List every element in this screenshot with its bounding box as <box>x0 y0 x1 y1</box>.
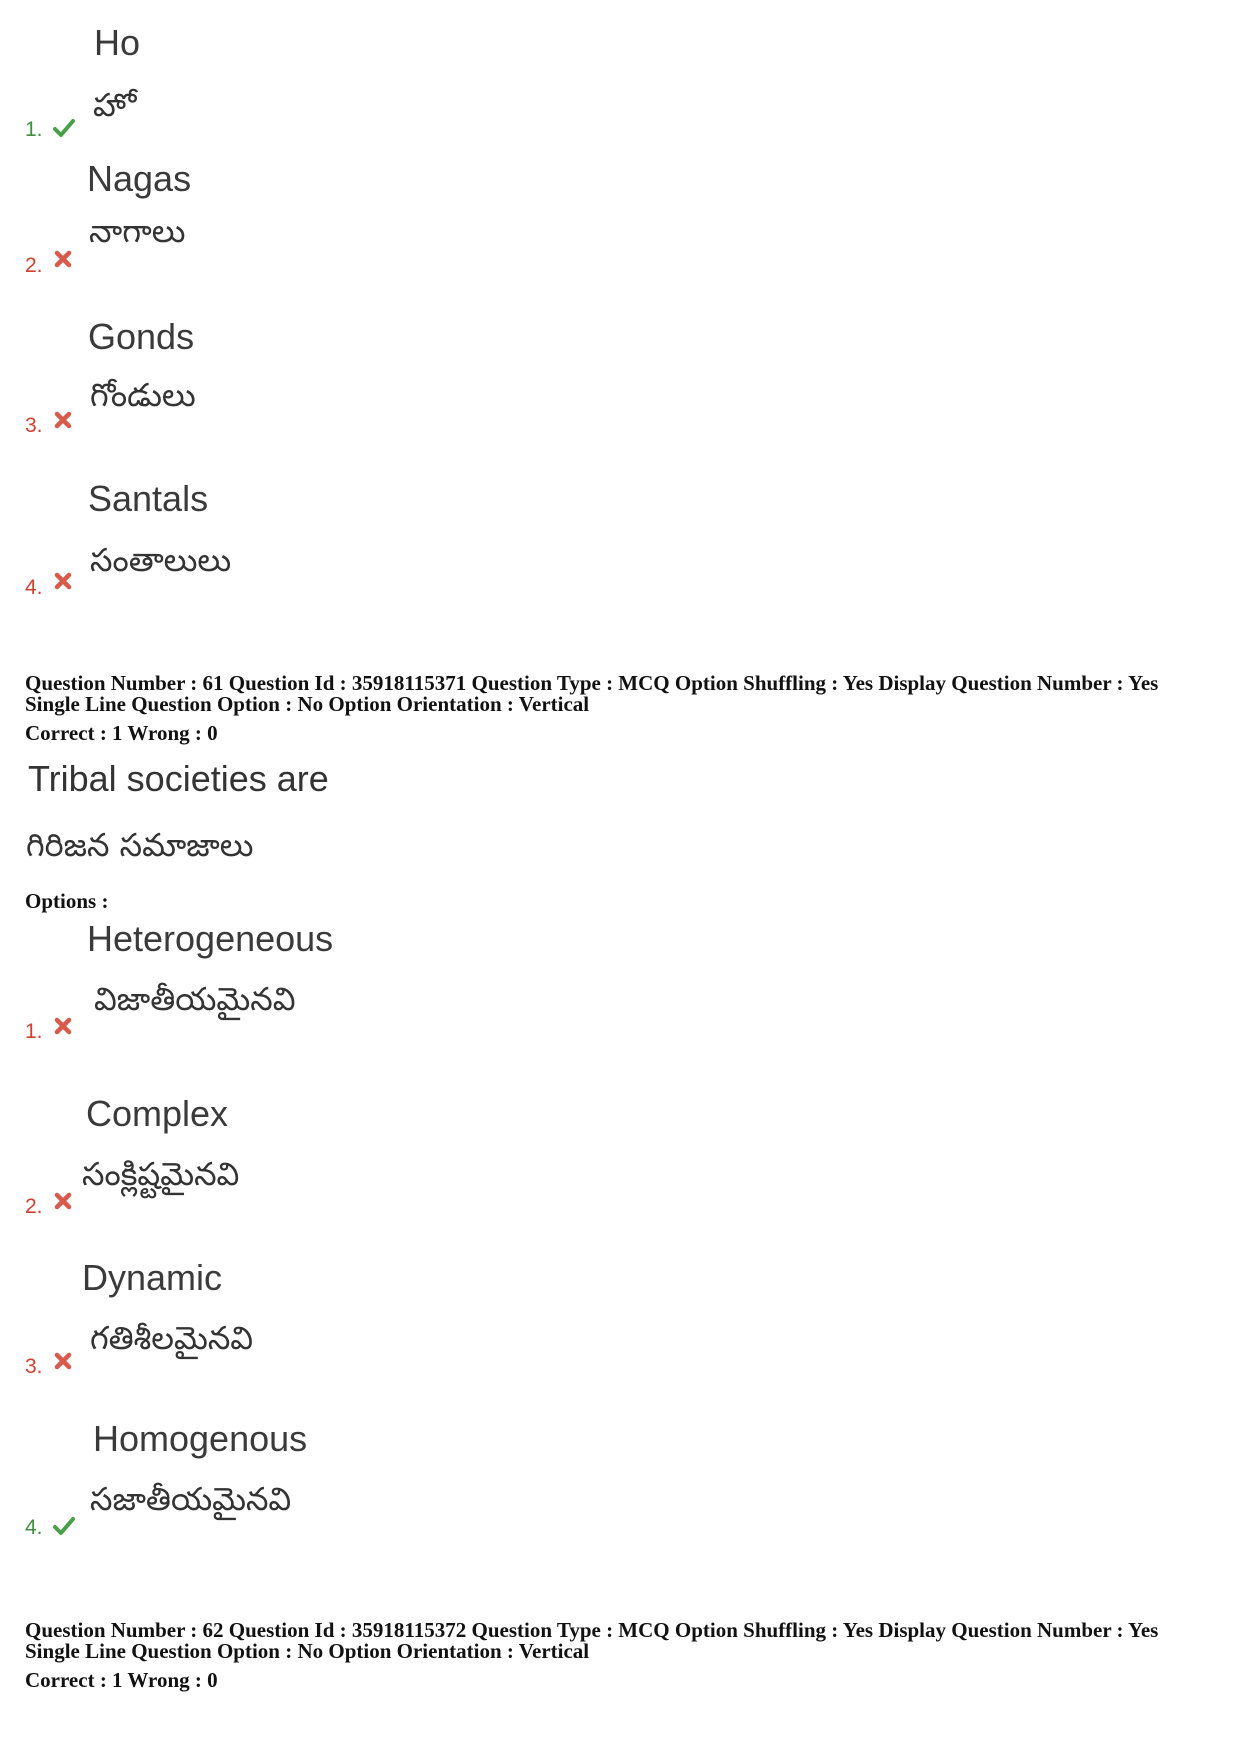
option-english: Heterogeneous <box>87 918 334 959</box>
option-number: 1. <box>25 1020 43 1043</box>
option-item <box>0 478 1240 598</box>
question-marks: Correct : 1 Wrong : 0 <box>25 721 218 745</box>
option-telugu: నాగాలు <box>89 212 186 250</box>
cross-icon <box>54 1352 72 1370</box>
option-item <box>0 918 1240 1043</box>
question-meta-line2: Single Line Question Option : No Option Orientation : Vertical <box>25 1639 590 1663</box>
option-english: Ho <box>94 22 141 63</box>
cross-icon <box>54 250 72 268</box>
question-meta-line1: Question Number : 61 Question Id : 35918115371 Question Type : MCQ Option Shuffling : Yes Display Question Number : Yes <box>25 671 1159 695</box>
option-item <box>0 158 1240 278</box>
option-item <box>0 1257 1240 1377</box>
cross-icon <box>54 1192 72 1210</box>
options-label: Options : <box>25 889 109 913</box>
option-english: Dynamic <box>82 1257 223 1298</box>
question-text-english: Tribal societies are <box>28 758 329 799</box>
option-item <box>0 1418 1240 1538</box>
option-number: 3. <box>25 414 43 437</box>
option-english: Santals <box>88 478 209 519</box>
option-telugu: విజాతీయమైనవి <box>94 980 296 1018</box>
option-english: Complex <box>86 1093 229 1134</box>
option-telugu: సంతాలులు <box>90 541 232 579</box>
question-text-telugu: గిరిజన సమాజాలు <box>26 826 254 864</box>
cross-icon <box>54 411 72 429</box>
option-telugu: గతిశీలమైనవి <box>90 1319 254 1357</box>
option-item <box>0 1093 1240 1218</box>
check-icon <box>52 116 76 140</box>
option-telugu: సంక్లిష్టమైనవి <box>82 1155 240 1193</box>
cross-icon <box>54 572 72 590</box>
cross-icon <box>54 1017 72 1035</box>
option-number: 1. <box>25 118 43 141</box>
option-telugu: హో <box>93 86 137 124</box>
option-number: 4. <box>25 576 43 599</box>
question-meta-line1: Question Number : 62 Question Id : 35918115372 Question Type : MCQ Option Shuffling : Yes Display Question Number : Yes <box>25 1618 1159 1642</box>
option-english: Nagas <box>87 158 192 199</box>
question-meta-line2: Single Line Question Option : No Option Orientation : Vertical <box>25 692 590 716</box>
option-telugu: సజాతీయమైనవి <box>90 1480 292 1518</box>
option-number: 2. <box>25 254 43 277</box>
option-number: 2. <box>25 1195 43 1218</box>
option-number: 3. <box>25 1355 43 1378</box>
option-number: 4. <box>25 1516 43 1539</box>
question-marks: Correct : 1 Wrong : 0 <box>25 1668 218 1692</box>
option-english: Homogenous <box>93 1418 308 1459</box>
option-telugu: గోండులు <box>90 376 196 414</box>
check-icon <box>52 1514 76 1538</box>
option-item <box>0 316 1240 436</box>
option-english: Gonds <box>88 316 195 357</box>
option-item <box>0 20 1240 140</box>
